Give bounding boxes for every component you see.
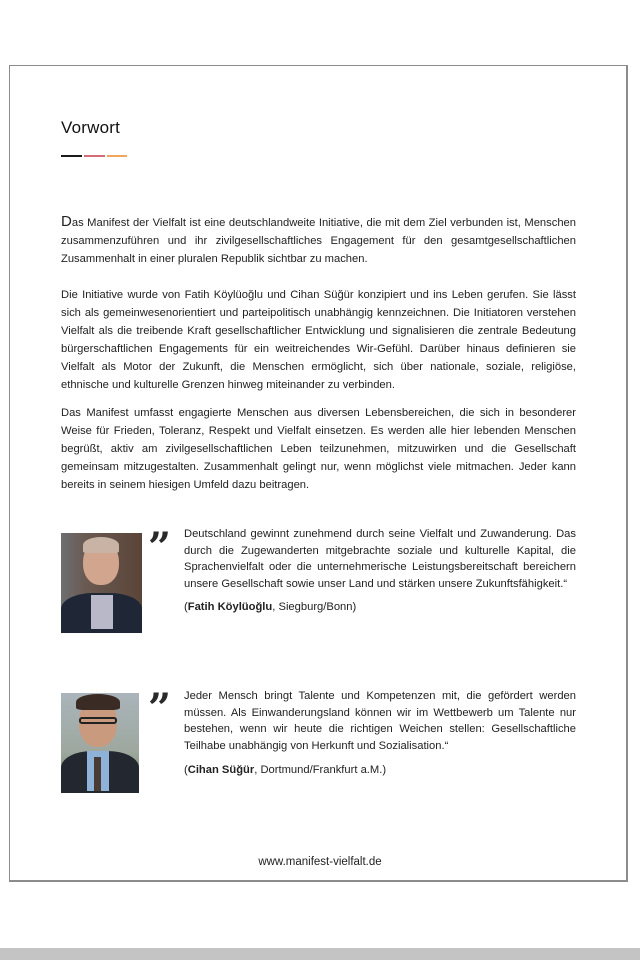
portrait-fatih-koyluoglu (61, 533, 142, 627)
title-underline-red (84, 155, 105, 157)
title-underline-orange (107, 155, 127, 157)
quote-mark-icon: ” (148, 685, 172, 732)
section-title: Vorwort (61, 118, 121, 137)
quote-location: , Dortmund/Frankfurt a.M.) (254, 764, 387, 776)
title-underline-black (61, 155, 82, 157)
paragraph-text: as Manifest der Vielfalt ist eine deutschlandweite Initiative, die mit dem Ziel verbunden ist, Menschen zusammenzuführen und ihr zivilgesellschaftliches Engagement für den gesamtgesellschaftlichen Zusammenhalt in einer pluralen Republik sichtbar zu machen. (61, 217, 576, 265)
quote-text: Deutschland gewinnt zunehmend durch seine Vielfalt und Zuwanderung. Das durch die Zugewanderten mitgebrachte soziale und kulturelle Kapital, die Sprachenvielfalt oder die unternehmerische Leistungsbereitschaft bereichern unsere Gesellschaft sowie unser Land und stärken unsere Zukunftsfähigkeit.“ (184, 528, 576, 590)
quote-mark-icon: ” (148, 524, 172, 571)
quote-author: Fatih Köylüoğlu (187, 601, 273, 613)
quote-text: Jeder Mensch bringt Talente und Kompetenzen mit, die gefördert werden müssen. Als Einwanderungsland können wir im Wettbewerb um Talente nur bestehen, wenn wir heute die richtigen Weichen stellen: Gesellschaftliche Teilhabe unabhängig von Herkunft und Sozialisation.“ (184, 690, 576, 752)
quote-location: , Siegburg/Bonn) (272, 601, 357, 613)
bottom-scrollbar-area (0, 948, 640, 960)
quote-attribution: (Fatih Köylüoğlu, Siegburg/Bonn) (184, 601, 357, 613)
dropcap: D (61, 213, 72, 230)
initiative-paragraph: Die Initiative wurde von Fatih Köylüoğlu und Cihan Süğür konzipiert und ins Leben gerufen. Sie lässt sich als gemeinwesenorientiert und parteipolitisch unabhängig kennzeichnen. Die Initiatoren verstehen Vielfalt als die treibende Kraft gesellschaftlicher Entwicklung und signalisieren die zentrale Bedeutung bürgerschaftlichen Engagements für ein weitreichendes Wir-Gefühl. Darüber hinaus definieren sie Vielfalt als Motor der Zukunft, die Menschen ermöglicht, sich über nationale, soziale, religiöse, ethnische und kulturelle Grenzen hinweg miteinander zu verbinden. (61, 289, 576, 391)
portrait-cihan-sugur (61, 693, 139, 790)
intro-paragraph (61, 213, 576, 268)
footer-website-url: www.manifest-vielfalt.de (258, 856, 382, 868)
manifest-paragraph: Das Manifest umfasst engagierte Menschen aus diversen Lebensbereichen, die sich in besonderer Weise für Frieden, Toleranz, Respekt und Vielfalt einsetzen. Es werden alle hier lebenden Menschen begrüßt, aktiv am zivilgesellschaftlichen Leben teilzunehmen, mitzuwirken und die Gesellschaft gemeinsam mitzugestalten. Zusammenhalt gelingt nur, wenn möglichst viele mitmachen. Jeder kann bereits in seinem hiesigen Umfeld dazu beitragen. (61, 407, 576, 491)
quote-author: Cihan Süğür (187, 764, 255, 776)
quote-attribution: (Cihan Süğür, Dortmund/Frankfurt a.M.) (184, 764, 387, 776)
